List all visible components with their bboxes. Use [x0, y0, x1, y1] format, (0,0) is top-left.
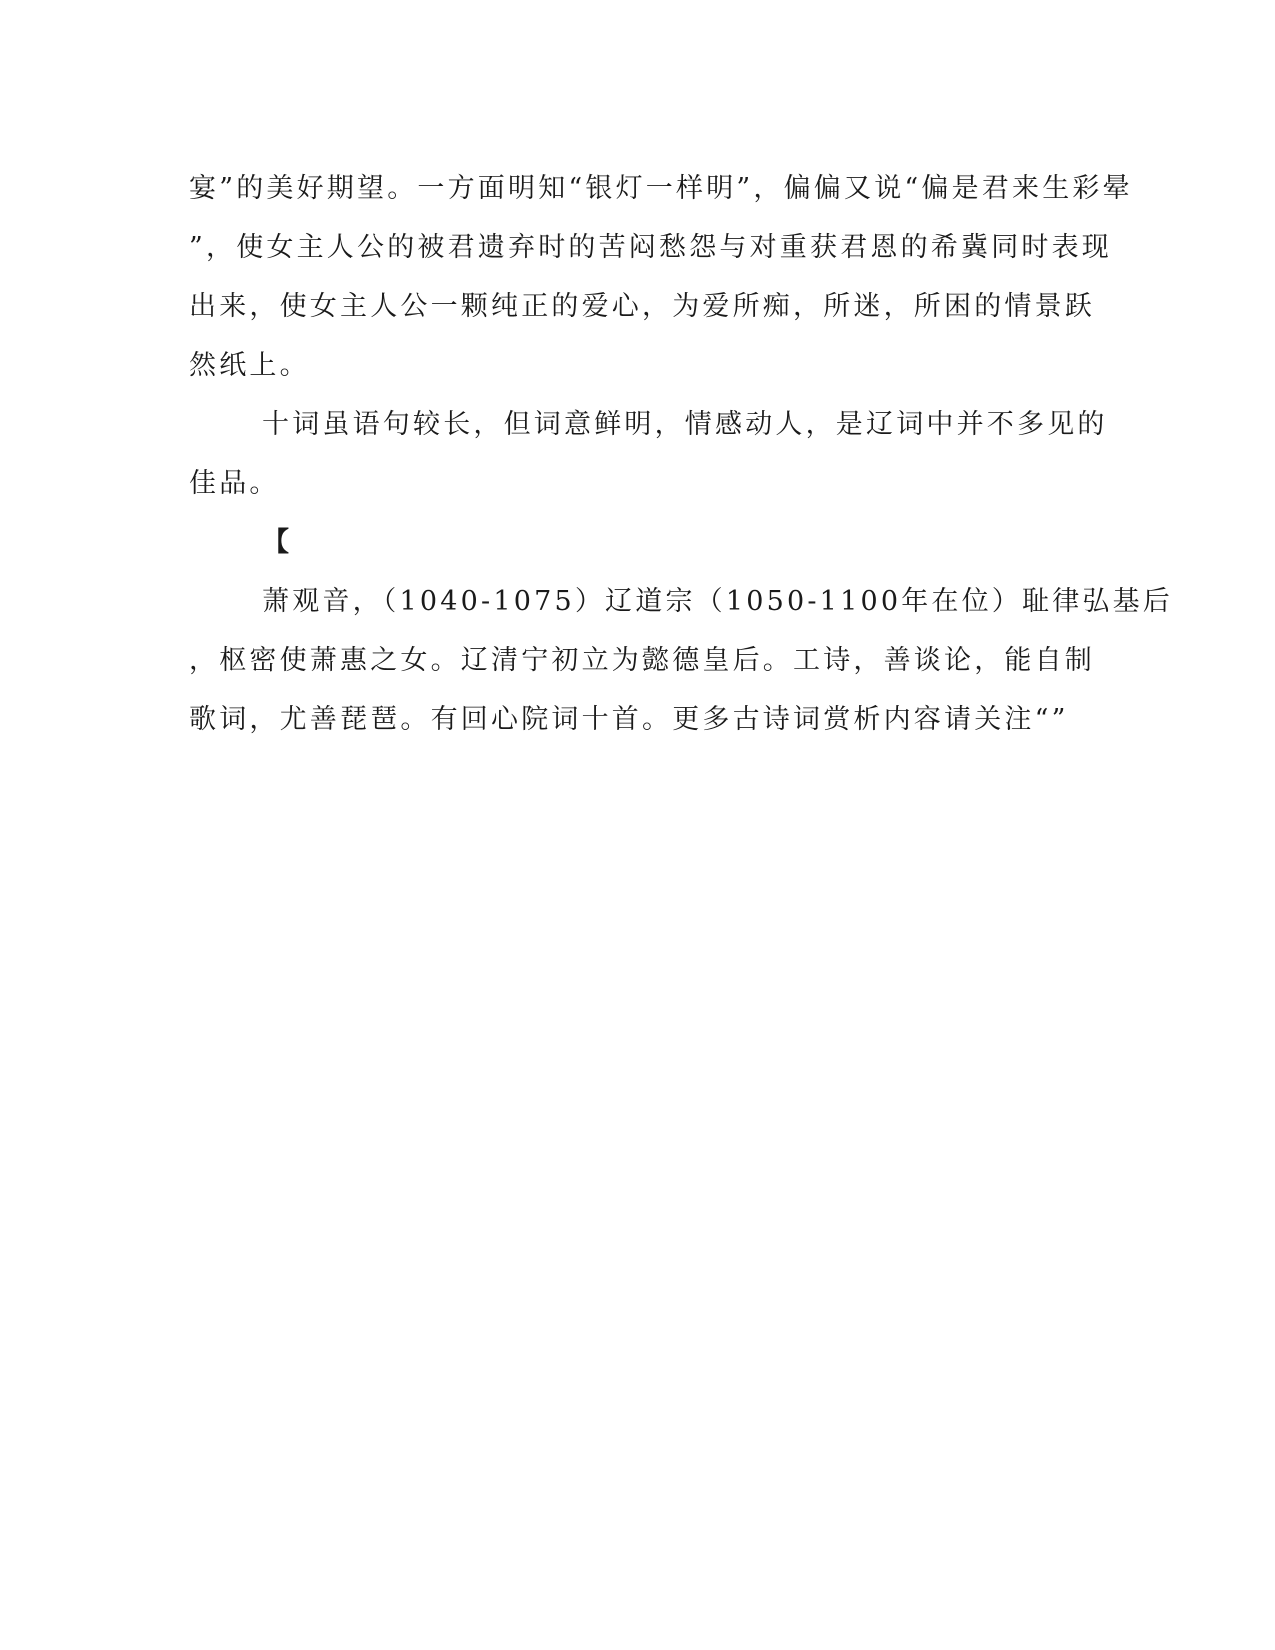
paragraph-1-line-4: 然纸上。: [189, 350, 310, 381]
paragraph-4-line-3: 歌词，尤善琵琶。有回心院词十首。更多古诗词赏析内容请关注“”: [189, 704, 1069, 735]
paragraph-4-line-1: 萧观音，（1040-1075）辽道宗（1050-1100年在位）耻律弘基后: [262, 586, 1173, 617]
paragraph-1-line-1: 宴”的美好期望。一方面明知“银灯一样明”，偏偏又说“偏是君来生彩晕: [189, 173, 1133, 204]
paragraph-1-line-3: 出来，使女主人公一颗纯正的爱心，为爱所痴，所迷，所困的情景跃: [189, 291, 1095, 322]
paragraph-4-line-2: ，枢密使萧惠之女。辽清宁初立为懿德皇后。工诗，善谈论，能自制: [189, 645, 1095, 676]
section-bracket: 【: [262, 527, 289, 558]
paragraph-1-line-2: ”，使女主人公的被君遗弃时的苦闷愁怨与对重获君恩的希冀同时表现: [189, 232, 1113, 263]
paragraph-2-line-2: 佳品。: [189, 468, 280, 499]
paragraph-2-line-1: 十词虽语句较长，但词意鲜明，情感动人，是辽词中并不多见的: [262, 409, 1108, 440]
